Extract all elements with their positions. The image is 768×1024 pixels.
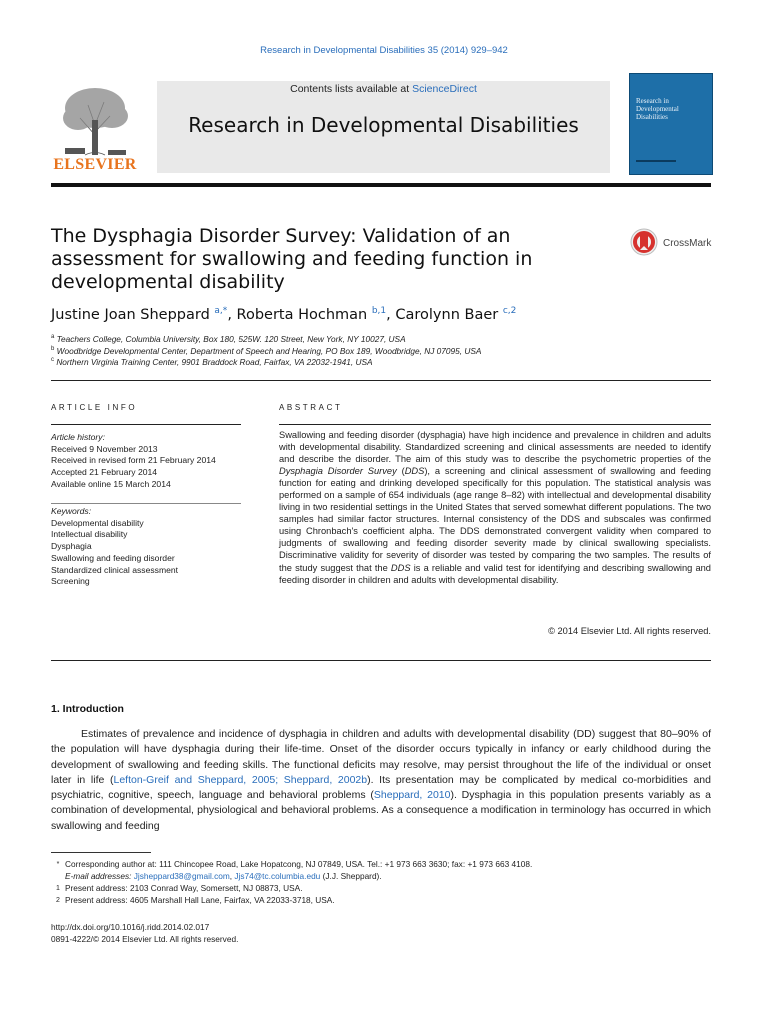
divider: [51, 424, 241, 425]
introduction-paragraph: Estimates of prevalence and incidence of dysphagia in children and adults with developmental disability (DD) suggest that 80–90% of the population will have dysphagia during their life-time. Onset of the disorder occurs typically in infancy or early childhood during the development of swallowing and feeding skills. The functional deficits may resolve, may persist throughout the life of the individual or onset later in life (Lefton-Greif and Sheppard, 2005; Sheppard, 2002b). Its presentation may be complicated by medical co-morbidities and psychiatric, cognitive, speech, language and behavioral problems (Sheppard, 2010). Dysphagia in this population presents variably as a combination of developmental, physiological and behavioral problems. As a consequence a modification in terminology has occurred in which swallowing and feeding: [51, 728, 712, 832]
abstract-heading: ABSTRACT: [279, 403, 343, 412]
citation-link[interactable]: Lefton-Greif and Sheppard, 2005; Sheppard, 2002b: [113, 773, 368, 786]
keyword: Developmental disability: [51, 517, 144, 528]
keywords: Keywords: Developmental disability Intellectual disability Dysphagia Swallowing and feeding disorder Standardized clinical assessment Screening: [51, 506, 241, 588]
affiliation: $^a$ Teachers College, Columbia University, Box 180, 525W. 120 Street, New York, NY 10027, USA: [51, 334, 406, 344]
author-affiliation-mark[interactable]: b,1: [371, 306, 387, 316]
divider: [51, 380, 711, 381]
header-rule: [51, 183, 711, 187]
divider: [51, 660, 711, 661]
author-list: Justine Joan Sheppard $^{a,*}$, Roberta Hochman $^{b,1}$, Carolynn Baer $^{c,2}$: [51, 306, 517, 323]
journal-title: Research in Developmental Disabilities: [188, 113, 579, 137]
sciencedirect-link[interactable]: ScienceDirect: [412, 83, 477, 95]
section-title: 1. Introduction: [51, 703, 124, 715]
crossmark-icon[interactable]: [630, 228, 658, 256]
crossmark-label[interactable]: CrossMark: [663, 238, 712, 249]
abstract-copyright: © 2014 Elsevier Ltd. All rights reserved.: [548, 626, 711, 636]
footnote: 1 Present address: 2103 Conrad Way, Somersett, NJ 08873, USA.: [56, 883, 303, 893]
article-title: The Dysphagia Disorder Survey: Validation of an assessment for swallowing and feeding function in developmental disability: [51, 225, 533, 293]
doi-link[interactable]: http://dx.doi.org/10.1016/j.ridd.2014.02.017: [51, 922, 210, 932]
keyword: Dysphagia: [51, 541, 92, 552]
elsevier-wordmark: ELSEVIER: [53, 156, 137, 173]
contents-line: Contents lists available at ScienceDirect: [290, 83, 477, 95]
email-link[interactable]: Jjs74@tc.columbia.edu: [234, 871, 321, 881]
email-footnote: E-mail addresses: Jjsheppard38@gmail.com, Jjs74@tc.columbia.edu (J.J. Sheppard).: [65, 871, 382, 881]
citation-link[interactable]: Sheppard, 2010: [373, 789, 451, 802]
author-name: Justine Joan Sheppard: [51, 306, 210, 323]
cover-title: Research in Developmental Disabilities: [636, 97, 679, 121]
divider: [279, 424, 711, 425]
article-info-heading: ARTICLE INFO: [51, 403, 138, 412]
issn-line: 0891-4222/© 2014 Elsevier Ltd. All rights reserved.: [51, 934, 239, 944]
author-name: Roberta Hochman: [236, 306, 368, 323]
keyword: Swallowing and feeding disorder: [51, 552, 175, 563]
affiliation: $^b$ Woodbridge Developmental Center, Department of Speech and Hearing, PO Box 189, Woodbridge, NJ 07095, USA: [51, 346, 482, 356]
footnote-rule: [51, 852, 151, 853]
email-link[interactable]: Jjsheppard38@gmail.com: [133, 871, 230, 881]
divider: [51, 503, 241, 504]
keyword: Intellectual disability: [51, 529, 128, 540]
author-name: Carolynn Baer: [395, 306, 499, 323]
cover-divider: [636, 160, 676, 162]
corresponding-author-footnote: * Corresponding author at: 111 Chincopee Road, Lake Hopatcong, NJ 07849, USA. Tel.: +1 973 663 3630; fax: +1 973 663 4108.: [56, 859, 533, 869]
author-affiliation-mark[interactable]: c,2: [502, 306, 517, 316]
footnote: 2 Present address: 4605 Marshall Hall Lane, Fairfax, VA 22033-3718, USA.: [56, 895, 335, 905]
keyword: Screening: [51, 576, 90, 587]
journal-reference-link[interactable]: Research in Developmental Disabilities 35 (2014) 929–942: [260, 45, 508, 56]
abstract-text: Swallowing and feeding disorder (dysphagia) have high incidence and prevalence in children and adults with developmental disability. Standardized screening and clinical assessments are needed to identify and describe the disorder. The aim of this study was to describe the psychometric properties of the Dysphagia Disorder Survey (DDS), a screening and clinical assessment of swallowing and feeding function for eating and drinking developed specifically for this population. The statistical analysis was performed on a sample of 654 individuals (age range 8–82) with intellectual and developmental disability living in two residential settings in the United States that served somewhat different populations. The two samples had similar factor structures. Internal consistency of the DDS and subscales was confirmed using Chronbach's coefficient alpha. The DDS demonstrated convergent validity when compared to judgments of swallowing and feeding disorder severity made by clinical swallowing specialists. Discriminative validity for severity of disorder was tested by comparing the two samples. The results of the study suggest that the DDS is a reliable and valid test for identifying and describing swallowing and feeding disorder in children and adults with developmental disability.: [279, 430, 711, 585]
author-affiliation-mark[interactable]: a,*: [214, 306, 228, 316]
keyword: Standardized clinical assessment: [51, 564, 179, 575]
affiliation: $^c$ Northern Virginia Training Center, 9901 Braddock Road, Fairfax, VA 22032-1941, USA: [51, 357, 373, 367]
article-history: Article history: Received 9 November 2013 Received in revised form 21 February 2014 Accepted 21 February 2014 Available online 15 March 2014: [51, 432, 216, 489]
